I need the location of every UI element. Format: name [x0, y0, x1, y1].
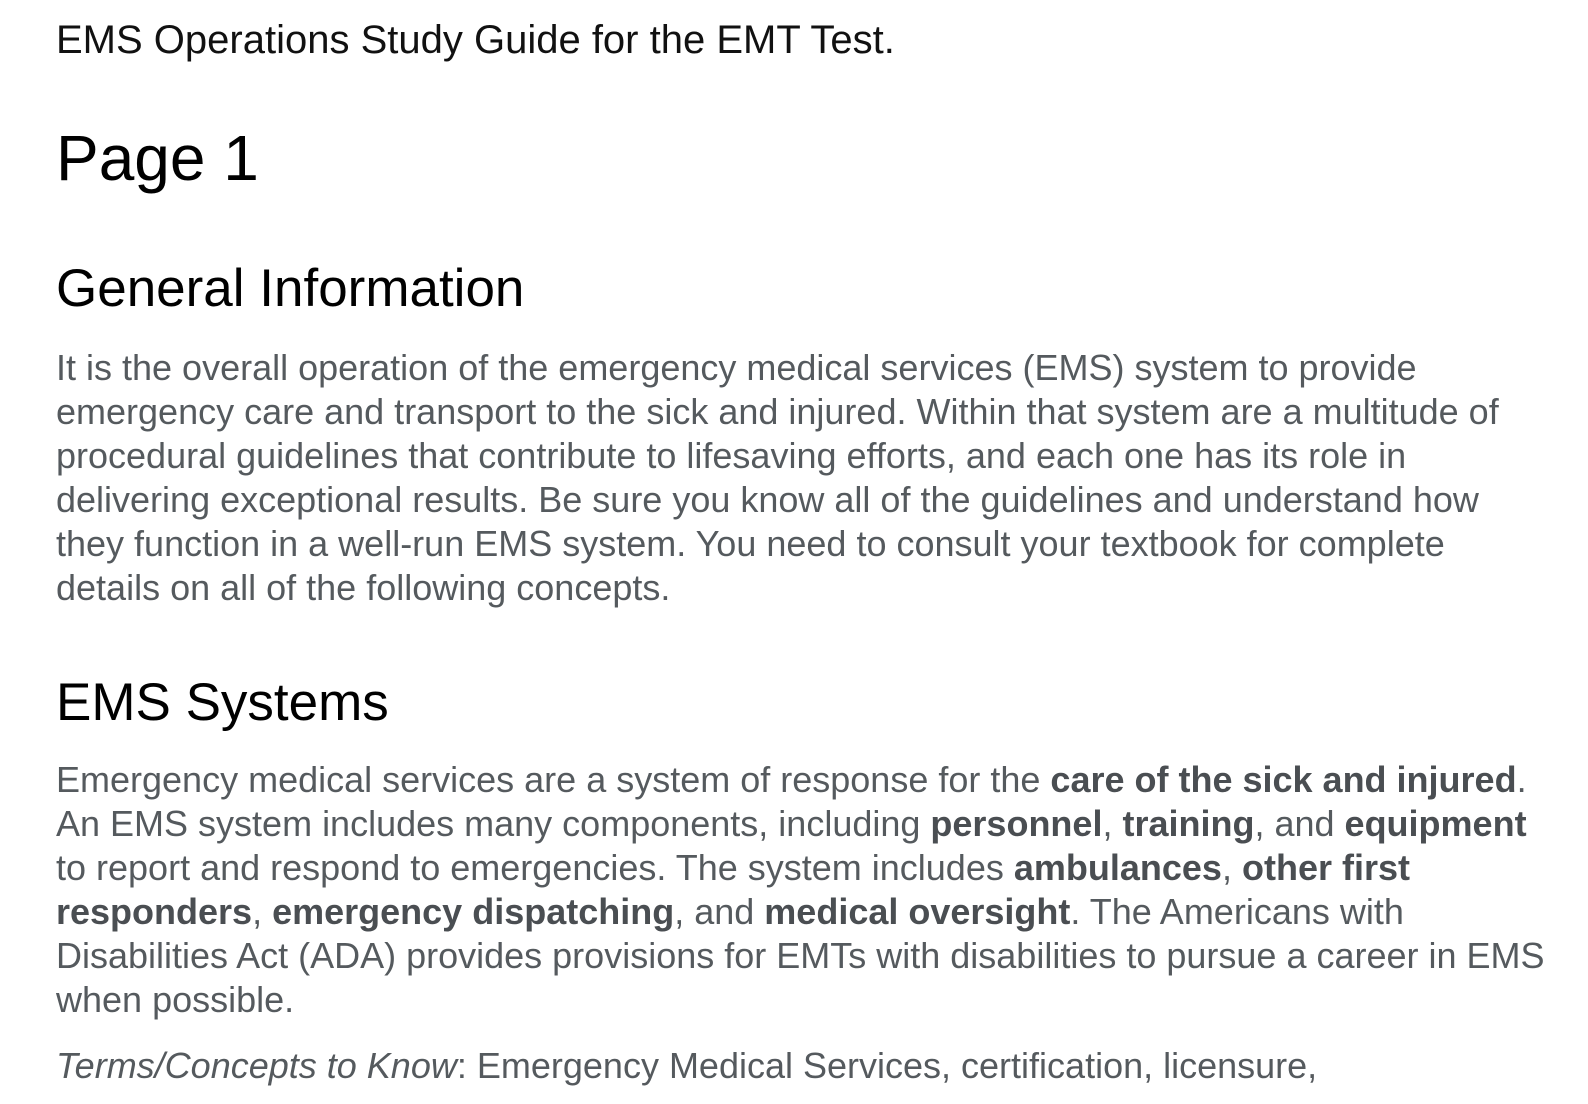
text-run: to report and respond to emergencies. The system includes: [56, 847, 1014, 888]
bold-term: emergency dispatching: [272, 891, 675, 932]
bold-term: personnel: [930, 803, 1103, 844]
terms-to-know-line: [56, 1044, 1556, 1088]
section-heading-ems-systems: EMS Systems: [56, 673, 389, 732]
general-information-paragraph: It is the overall operation of the emergency medical services (EMS) system to provide emergency care and transport to the sick and injured. Within that system are a multitude of procedural guidelines that contribute to lifesaving efforts, and each one has its role in delivering exceptional results. Be sure you know all of the guidelines and understand how they function in a well-run EMS system. You need to consult your textbook for complete details on all of the following concepts.: [56, 347, 1499, 608]
terms-label: Terms/Concepts to Know: [56, 1045, 457, 1086]
section-heading-general-information: General Information: [56, 259, 525, 318]
text-run: . The Americans with Disabilities Act (ADA) provides provisions for EMTs with disabilities to pursue a career in EMS when possible.: [56, 891, 1545, 1020]
text-run: , and: [674, 891, 765, 932]
text-run: . An EMS system includes many components, including: [56, 759, 1527, 844]
bold-term: care of the sick and injured: [1050, 759, 1517, 800]
bold-term: ambulances: [1013, 847, 1222, 888]
bold-term: medical oversight: [764, 891, 1071, 932]
text-run: , and: [1254, 803, 1345, 844]
page-heading: Page 1: [56, 122, 259, 194]
bold-term: training: [1122, 803, 1255, 844]
bold-term: equipment: [1344, 803, 1527, 844]
text-run: ,: [1102, 803, 1123, 844]
document-title: EMS Operations Study Guide for the EMT Test.: [56, 18, 895, 62]
ems-systems-paragraph: [56, 758, 1556, 1022]
text-run: ,: [252, 891, 273, 932]
bold-term: other first responders: [56, 847, 1410, 932]
text-run: Emergency medical services are a system of response for the: [56, 759, 1051, 800]
terms-list: : Emergency Medical Services, certification, licensure,: [456, 1045, 1318, 1086]
text-run: ,: [1221, 847, 1242, 888]
